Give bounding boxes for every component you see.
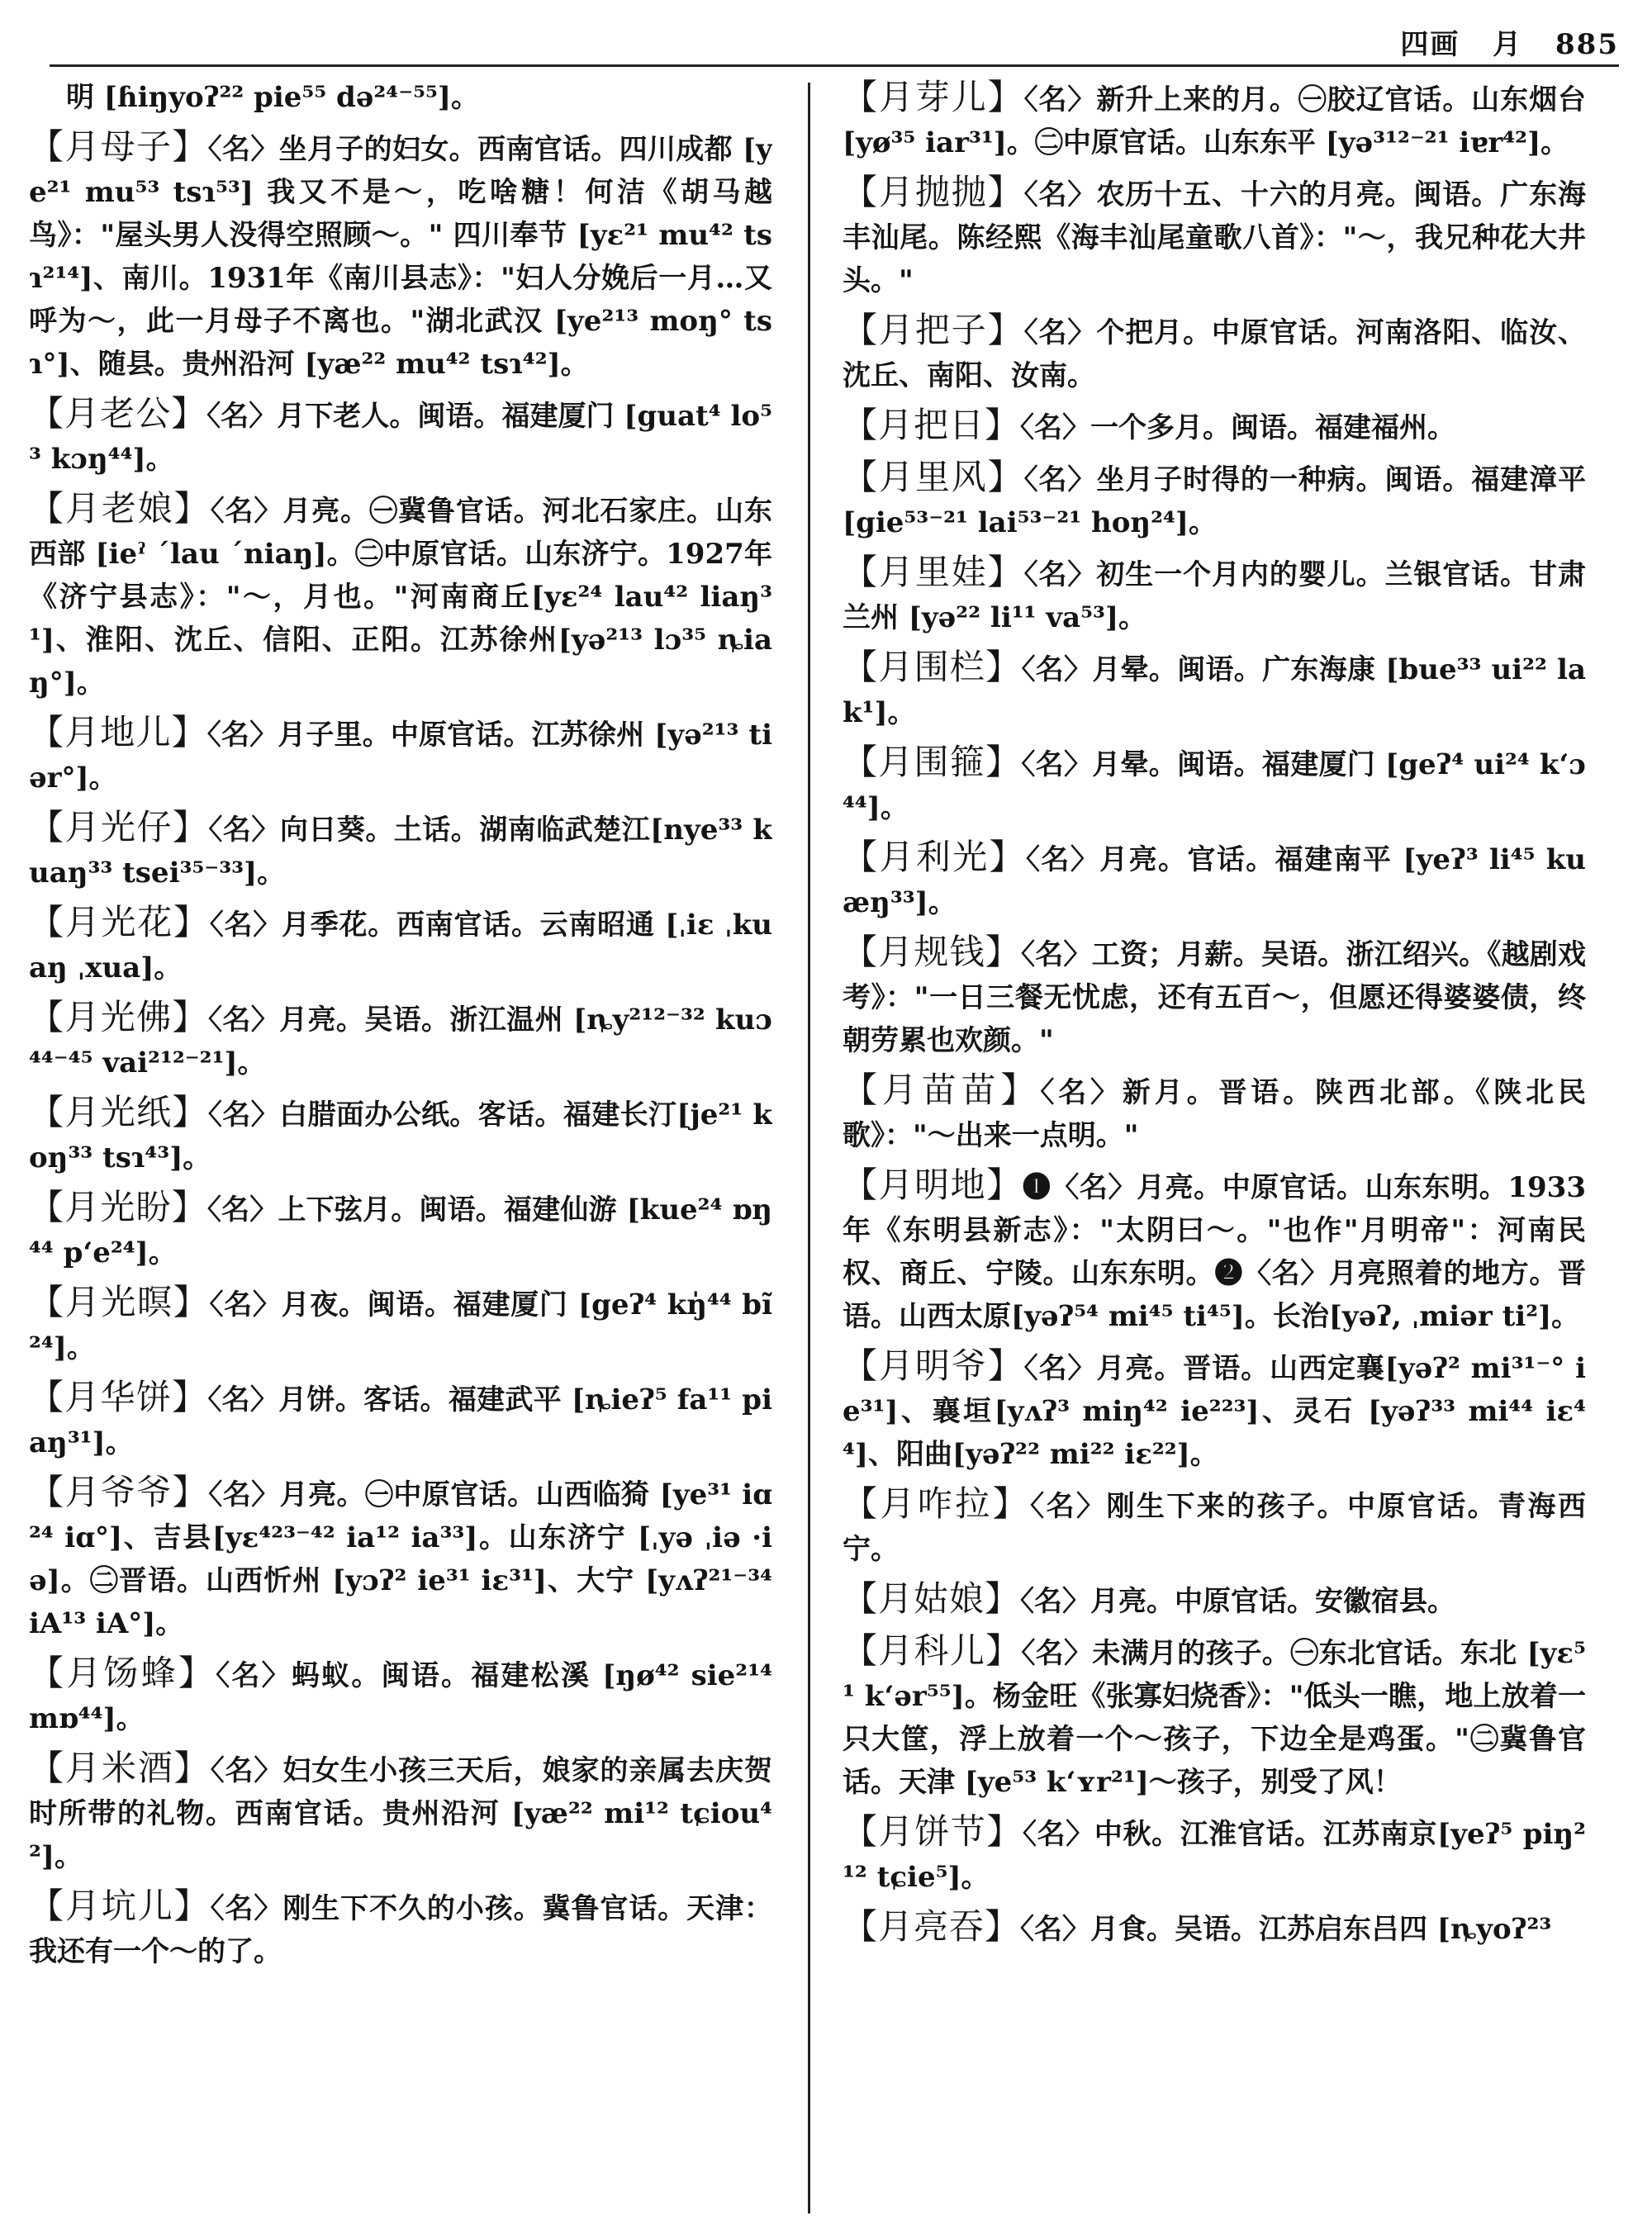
entry-definition: 〈名〉刚生下来的孩子。中原官话。青海西宁。 <box>843 1490 1586 1566</box>
entry-headword: 【月坑儿】 <box>29 1886 211 1926</box>
dictionary-entry <box>843 171 1586 302</box>
entry-headword: 【月光花】 <box>29 902 210 942</box>
entry-definition: 〈名〉农历十五、十六的月亮。闽语。广东海丰汕尾。陈经熙《海丰汕尾童歌八首》："～，我兄种花大井头。" <box>843 178 1586 297</box>
entry-definition: 〈名〉月夜。闽语。福建厦门 [geʔ⁴ kŋ̍⁴⁴ bĩ²⁴]。 <box>29 1288 772 1364</box>
dictionary-entry <box>29 1091 772 1179</box>
entry-definition: 〈名〉白腊面办公纸。客话。福建长汀[je²¹ koŋ³³ tsɿ⁴³]。 <box>29 1098 772 1174</box>
section-label: 四画 <box>1400 28 1460 61</box>
header-rule <box>50 64 1619 67</box>
left-column <box>29 76 772 2215</box>
entry-definition: 〈名〉月下老人。闽语。福建厦门 [guat⁴ lo⁵³ kɔŋ⁴⁴]。 <box>29 400 772 476</box>
entry-definition: 〈名〉月食。吴语。江苏启东吕四 [ȵyoʔ²³ <box>1020 1913 1552 1946</box>
entry-headword: 【月抛抛】 <box>843 172 1024 212</box>
dictionary-entry <box>29 1885 772 1973</box>
radical-label: 月 <box>1493 28 1523 61</box>
dictionary-entry <box>29 806 772 894</box>
entry-definition: 〈名〉坐月子时得的一种病。闽语。福建漳平 [gie⁵³⁻²¹ lai⁵³⁻²¹ hoŋ²⁴]。 <box>843 463 1586 539</box>
entry-headword: 【月母子】 <box>29 126 208 167</box>
dictionary-entry <box>843 1483 1586 1571</box>
entry-headword: 【月明爷】 <box>843 1345 1024 1386</box>
dictionary-entry <box>843 646 1586 734</box>
entry-definition: 〈名〉向日葵。土话。湖南临武楚江[nye³³ kuaŋ³³ tsei³⁵⁻³³]。 <box>29 814 772 890</box>
entry-definition: ❶〈名〉月亮。中原官话。山东东明。1933年《东明县新志》："太阴曰～。"也作"月明帝"：河南民权、商丘、宁陵。山东东明。❷〈名〉月亮照着的地方。晋语。山西太原[yəʔ⁵⁴ mi⁴⁵ ti⁴⁵]。长治[yəʔ, ˌmiər ti²]。 <box>843 1171 1586 1333</box>
entry-headword: 【月围栏】 <box>843 647 1022 687</box>
column-divider <box>808 83 810 2213</box>
entry-headword: 【月光暝】 <box>29 1282 210 1322</box>
dictionary-entry <box>843 1345 1586 1476</box>
entry-definition: 〈名〉月亮。㊀冀鲁官话。河北石家庄。山东西部 [ieˀ ˊlau ˊniaŋ]。㊁中原官话。山东济宁。1927年《济宁县志》："～，月也。"河南商丘[yɛ²⁴ lau⁴² liaŋ³¹]、淮阳、沈丘、信阳、正阳。江苏徐州[yə²¹³ lɔ³⁵ ȵiaŋ°]。 <box>29 495 772 700</box>
entry-definition: 〈名〉月亮。官话。福建南平 [yeʔ³ li⁴⁵ kuæŋ³³]。 <box>843 843 1586 919</box>
entry-definition: 〈名〉月饼。客话。福建武平 [ȵieʔ⁵ fa¹¹ piaŋ³¹]。 <box>29 1383 772 1459</box>
entry-definition: 〈名〉月晕。闽语。福建厦门 [geʔ⁴ ui²⁴ kʻɔ⁴⁴]。 <box>843 748 1586 824</box>
entry-definition: 〈名〉个把月。中原官话。河南洛阳、临汝、沈丘、南阳、汝南。 <box>843 316 1586 392</box>
entry-definition: 〈名〉月亮。晋语。山西定襄[yəʔ² mi³¹⁻° ie³¹]、襄垣[yʌʔ³ miŋ⁴² ie²²³]、灵石 [yəʔ³³ mi⁴⁴ iɛ⁴⁴]、阳曲[yəʔ²² mi²² iɛ²²]。 <box>843 1352 1586 1471</box>
dictionary-entry <box>29 487 772 705</box>
entry-definition: 〈名〉上下弦月。闽语。福建仙游 [kue²⁴ ɒŋ⁴⁴ pʻe²⁴]。 <box>29 1193 772 1269</box>
entry-headword: 【月亮吞】 <box>843 1906 1021 1947</box>
entry-definition: 〈名〉初生一个月内的婴儿。兰银官话。甘肃兰州 [yə²² li¹¹ va⁵³]。 <box>843 558 1586 634</box>
entry-headword: 【月老娘】 <box>29 488 211 529</box>
entry-definition: 〈名〉月子里。中原官话。江苏徐州 [yə²¹³ tiər°]。 <box>29 719 772 795</box>
entry-headword: 【月华饼】 <box>29 1377 208 1417</box>
entry-definition: 〈名〉一个多月。闽语。福建福州。 <box>1020 411 1456 444</box>
entry-definition: 〈名〉月亮。吴语。浙江温州 [ȵy²¹²⁻³² kuɔ⁴⁴⁻⁴⁵ vai²¹²⁻²¹]。 <box>29 1004 772 1079</box>
dictionary-entry <box>29 1652 772 1740</box>
dictionary-entry <box>843 1905 1586 1951</box>
entry-definition: 〈名〉中秋。江淮官话。江苏南京[yeʔ⁵ piŋ²¹² tɕie⁵]。 <box>843 1818 1586 1894</box>
entry-definition: 〈名〉未满月的孩子。㊀东北官话。东北 [yɛ⁵¹ kʻər⁵⁵]。杨金旺《张寡妇烧香》："低头一瞧，地上放着一只大筐，浮上放着一个～孩子，下边全是鸡蛋。"㊁冀鲁官话。天津 [ye⁵³ kʻʏr²¹]～孩子，别受了风！ <box>843 1637 1586 1799</box>
dictionary-entry <box>843 1630 1586 1804</box>
continued-entry-text: 明 [ɦiŋyoʔ²² pie⁵⁵ də²⁴⁻⁵⁵]。 <box>66 81 480 114</box>
entry-headword: 【月爷爷】 <box>29 1472 209 1512</box>
right-column <box>843 76 1586 2215</box>
entry-headword: 【月饧蜂】 <box>29 1653 216 1693</box>
dictionary-entry <box>29 901 772 989</box>
dictionary-entry <box>29 1186 772 1274</box>
entry-headword: 【月里娃】 <box>843 552 1024 592</box>
left-entry-list <box>29 126 772 1973</box>
entry-definition: 〈名〉新月。晋语。陕西北部。《陕北民歌》："～出来一点明。" <box>843 1076 1586 1152</box>
dictionary-entry <box>843 1810 1586 1899</box>
entry-headword: 【月规钱】 <box>843 932 1021 972</box>
entry-headword: 【月饼节】 <box>843 1811 1023 1852</box>
dictionary-entry <box>843 931 1586 1062</box>
entry-headword: 【月光仔】 <box>29 807 209 847</box>
entry-headword: 【月围箍】 <box>843 742 1022 782</box>
entry-headword: 【月姑娘】 <box>843 1578 1021 1619</box>
entry-headword: 【月光盼】 <box>29 1187 207 1227</box>
dictionary-entry <box>843 456 1586 544</box>
entry-headword: 【月把子】 <box>843 310 1024 350</box>
dictionary-entry <box>29 392 772 481</box>
dictionary-entry <box>843 1164 1586 1338</box>
dictionary-entry <box>843 76 1586 164</box>
dictionary-entry <box>843 741 1586 829</box>
page-number: 885 <box>1555 28 1619 61</box>
entry-definition: 〈名〉月季花。西南官话。云南昭通 [ˌiɛ ˌkuaŋ ˌxua]。 <box>29 909 772 985</box>
entry-headword: 【月光纸】 <box>29 1092 208 1132</box>
entry-headword: 【月咋拉】 <box>843 1483 1031 1524</box>
entry-headword: 【月老公】 <box>29 393 207 434</box>
entry-definition: 〈名〉新升上来的月。㊀胶辽官话。山东烟台 [yø³⁵ iar³¹]。㊁中原官话。山东东平 [yə³¹²⁻²¹ iɐr⁴²]。 <box>843 83 1586 159</box>
dictionary-entry <box>29 1471 772 1645</box>
dictionary-entry <box>843 551 1586 639</box>
entry-headword: 【月芽儿】 <box>843 77 1024 117</box>
dictionary-entry <box>29 1376 772 1464</box>
entry-definition: 〈名〉妇女生小孩三天后，娘家的亲属去庆贺时所带的礼物。西南官话。贵州沿河 [yæ²² mi¹² tɕiou⁴²]。 <box>29 1754 772 1873</box>
dictionary-entry <box>29 711 772 799</box>
entry-headword: 【月苗苗】 <box>843 1070 1041 1110</box>
dictionary-entry <box>843 309 1586 397</box>
entry-headword: 【月米酒】 <box>29 1748 211 1788</box>
dictionary-entry <box>29 1747 772 1878</box>
entry-headword: 【月科儿】 <box>843 1630 1022 1671</box>
entry-definition: 〈名〉月亮。㊀中原官话。山西临猗 [ye³¹ iɑ²⁴ iɑ°]、吉县[yɛ⁴²³⁻⁴² ia¹² ia³³]。山东济宁 [ˌyə ˌiə ·iə]。㊁晋语。山西忻州 [yɔʔ² ie³¹ iɛ³¹]、大宁 [yʌʔ²¹⁻³⁴ iA¹³ iA°]。 <box>29 1478 772 1640</box>
entry-definition: 〈名〉刚生下不久的小孩。冀鲁官话。天津：我还有一个～的了。 <box>29 1892 772 1968</box>
dictionary-entry <box>843 404 1586 449</box>
dictionary-entry <box>843 1578 1586 1623</box>
dictionary-entry <box>29 1281 772 1369</box>
entry-definition: 〈名〉月亮。中原官话。安徽宿县。 <box>1020 1585 1456 1618</box>
dictionary-entry <box>29 126 772 386</box>
running-head <box>1379 21 1619 62</box>
entry-headword: 【月里风】 <box>843 457 1024 497</box>
entry-definition: 〈名〉工资；月薪。吴语。浙江绍兴。《越剧戏考》："一日三餐无忧虑，还有五百～，但愿还得婆婆债，终朝劳累也欢颜。" <box>843 938 1586 1057</box>
right-entry-list <box>843 76 1586 1951</box>
dictionary-entry <box>843 836 1586 924</box>
entry-definition: 〈名〉坐月子的妇女。西南官话。四川成都 [ye²¹ mu⁵³ tsɿ⁵³] 我又不是～，吃啥糖！何洁《胡马越鸟》："屋头男人没得空照顾～。" 四川奉节 [yɛ²¹ mu⁴² tsɿ²¹⁴]、南川。1931年《南川县志》："妇人分娩后一月…又呼为～，此一月母子不离也。"湖北武汉 [ye²¹³ moŋ° tsɿ°]、随县。贵州沿河 [yæ²² mu⁴² tsɿ⁴²]。 <box>29 133 772 381</box>
dictionary-entry <box>843 1069 1586 1157</box>
entry-headword: 【月明地】 <box>843 1165 1023 1205</box>
entry-headword: 【月光佛】 <box>29 997 208 1037</box>
entry-headword: 【月地儿】 <box>29 712 207 752</box>
entry-definition: 〈名〉蚂蚁。闽语。福建松溪 [ŋø⁴² sie²¹⁴ mɒ⁴⁴]。 <box>29 1659 772 1735</box>
dictionary-entry <box>29 996 772 1084</box>
entry-definition: 〈名〉月晕。闽语。广东海康 [bue³³ ui²² lak¹]。 <box>843 653 1586 729</box>
entry-headword: 【月把日】 <box>843 405 1021 445</box>
entry-headword: 【月利光】 <box>843 837 1027 877</box>
